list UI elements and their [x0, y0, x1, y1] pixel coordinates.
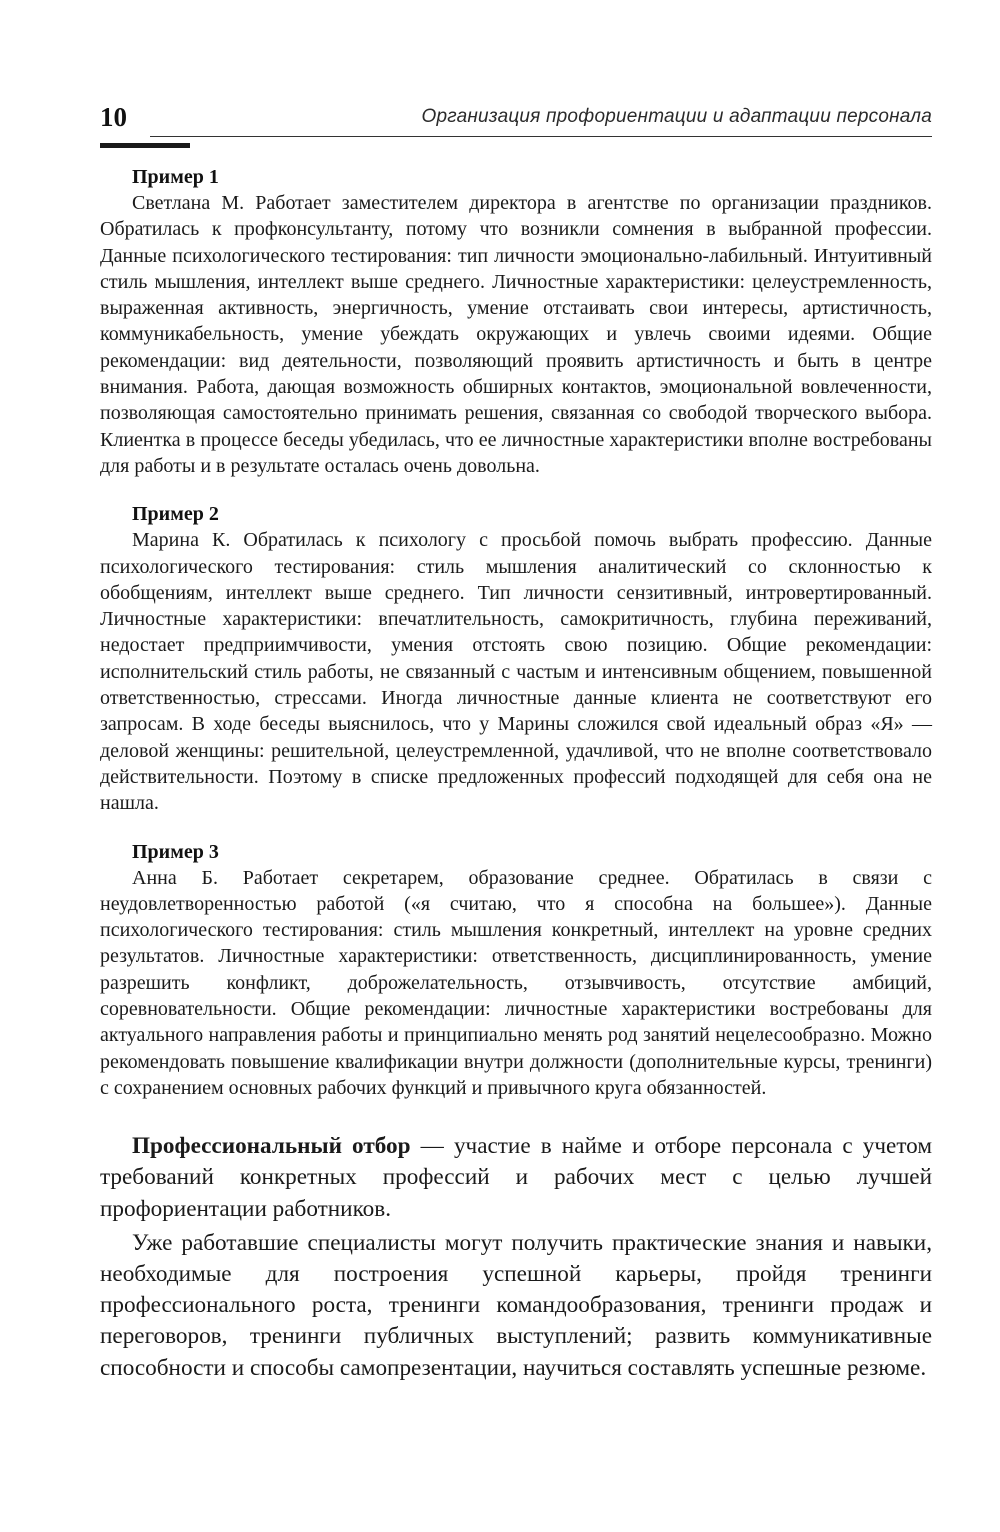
page-number: 10 [100, 102, 127, 132]
example-title: Пример 3 [132, 840, 219, 863]
example-text: Анна Б. Работает секретарем, образование среднее. Обратилась в связи с неудовлетворенностью работой («я считаю, что я способна на большее»). Данные психологического тестирования: стиль мышления конкретный, интеллект на уровне средних результатов. Личностные характеристики: ответственность, дисциплинированность, умение разрешить конфликт, доброжелательность, отзывчивость, отсутствие амбиций, соревновательности. Общие рекомендации: личностные характеристики востребованы для актуального направления работы и принципиально менять род занятий нецелесообразно. Можно рекомендовать повышение квалификации внутри должности (дополнительные курсы, тренинги) с сохранением основных рабочих функций и привычного круга обязанностей. [100, 866, 932, 1099]
header-mark [100, 143, 190, 148]
example-block-1 [100, 164, 932, 479]
example-block-3 [100, 839, 932, 1102]
definition-paragraph [100, 1131, 932, 1225]
page-content [100, 164, 932, 1387]
definition-text: — участие в найме и отборе персонала с учетом требований конкретных профессий и рабочих мест с целью лучшей профориентации работников. [100, 1133, 932, 1222]
running-header [100, 102, 932, 152]
example-title: Пример 1 [132, 166, 219, 188]
defined-term: Профессиональный отбор [132, 1133, 411, 1160]
closing-paragraph: Уже работавшие специалисты могут получить практические знания и навыки, необходимые для построения успешной карьеры, пройдя тренинги профессионального роста, тренинги командообразования, тренинги продаж и переговоров, тренинги публичных выступлений; развить коммуникативные способности и способы самопрезентации, научиться составлять успешные резюме. [100, 1229, 932, 1381]
example-title: Пример 2 [132, 503, 219, 526]
main-text [100, 1131, 932, 1384]
example-text: Марина К. Обратилась к психологу с просьбой помочь выбрать профессию. Данные психологического тестирования: стиль мышления аналитический со склонностью к обобщениям, интеллект выше среднего. Тип личности сензитивный, интровертированный. Личностные характеристики: впечатлительность, самокритичность, глубина переживаний, недостает предприимчивости, умения отстоять свою позицию. Общие рекомендации: исполнительский стиль работы, не связанный с частым и интенсивным общением, повышенной ответственностью, стрессами. Иногда личностные данные клиента не соответствуют его запросам. В ходе беседы выяснилось, что у Марины сложился свой идеальный образ «Я» — деловой женщины: решительной, целеустремленной, удачливой, что не вполне соответствовало действительности. Поэтому в списке предложенных профессий подходящей для себя она не нашла. [100, 529, 932, 815]
running-title: Организация профориентации и адаптации персонала [421, 106, 932, 127]
example-text: Светлана М. Работает заместителем директора в агентстве по организации праздников. Обратилась к профконсультанту, потому что возникли сомнения в выбранной профессии. Данные психологического тестирования: тип личности эмоционально-лабильный. Интуитивный стиль мышления, интеллект выше среднего. Личностные характеристики: целеустремленность, выраженная активность, энергичность, умение отстаивать свои интересы, артистичность, коммуникабельность, умение убеждать окружающих и увлечь своими идеями. Общие рекомендации: вид деятельности, позволяющий проявить артистичность и быть в центре внимания. Работа, дающая возможность обширных контактов, эмоциональной вовлеченности, позволяющая самостоятельно принимать решения, связанная со свободой творческого выбора. Клиентка в процессе беседы убедилась, что ее личностные характеристики вполне востребованы для работы и в результате осталась очень довольна. [100, 192, 932, 477]
example-block-2 [100, 501, 932, 816]
header-rule [150, 136, 932, 137]
